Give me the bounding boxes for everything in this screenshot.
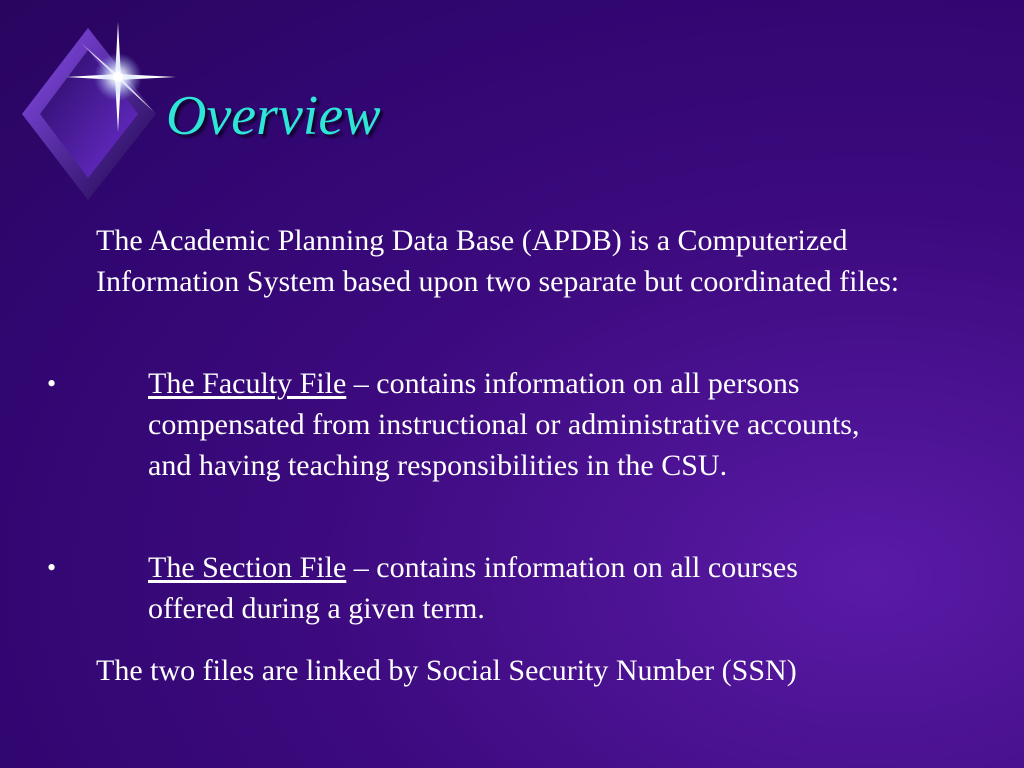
bullet-term: The Section File bbox=[148, 551, 347, 584]
bullet-text bbox=[148, 547, 868, 629]
bullet-description: – contains information on all courses offered during a given term. bbox=[148, 551, 798, 625]
bullet-term: The Faculty File bbox=[148, 367, 347, 400]
intro-paragraph: The Academic Planning Data Base (APDB) is a Computerized Information System based upon two separate but coordinated files: bbox=[96, 224, 900, 298]
bullet-text bbox=[148, 363, 868, 486]
slide-title: Overview bbox=[166, 85, 381, 147]
closing-paragraph: The two files are linked by Social Security Number (SSN) bbox=[96, 654, 797, 687]
bullet-marker: • bbox=[47, 553, 57, 582]
bullet-marker: • bbox=[47, 369, 57, 398]
bullet-description: – contains information on all persons compensated from instructional or administrative accounts, and having teaching responsibilities in the CSU. bbox=[148, 367, 860, 482]
